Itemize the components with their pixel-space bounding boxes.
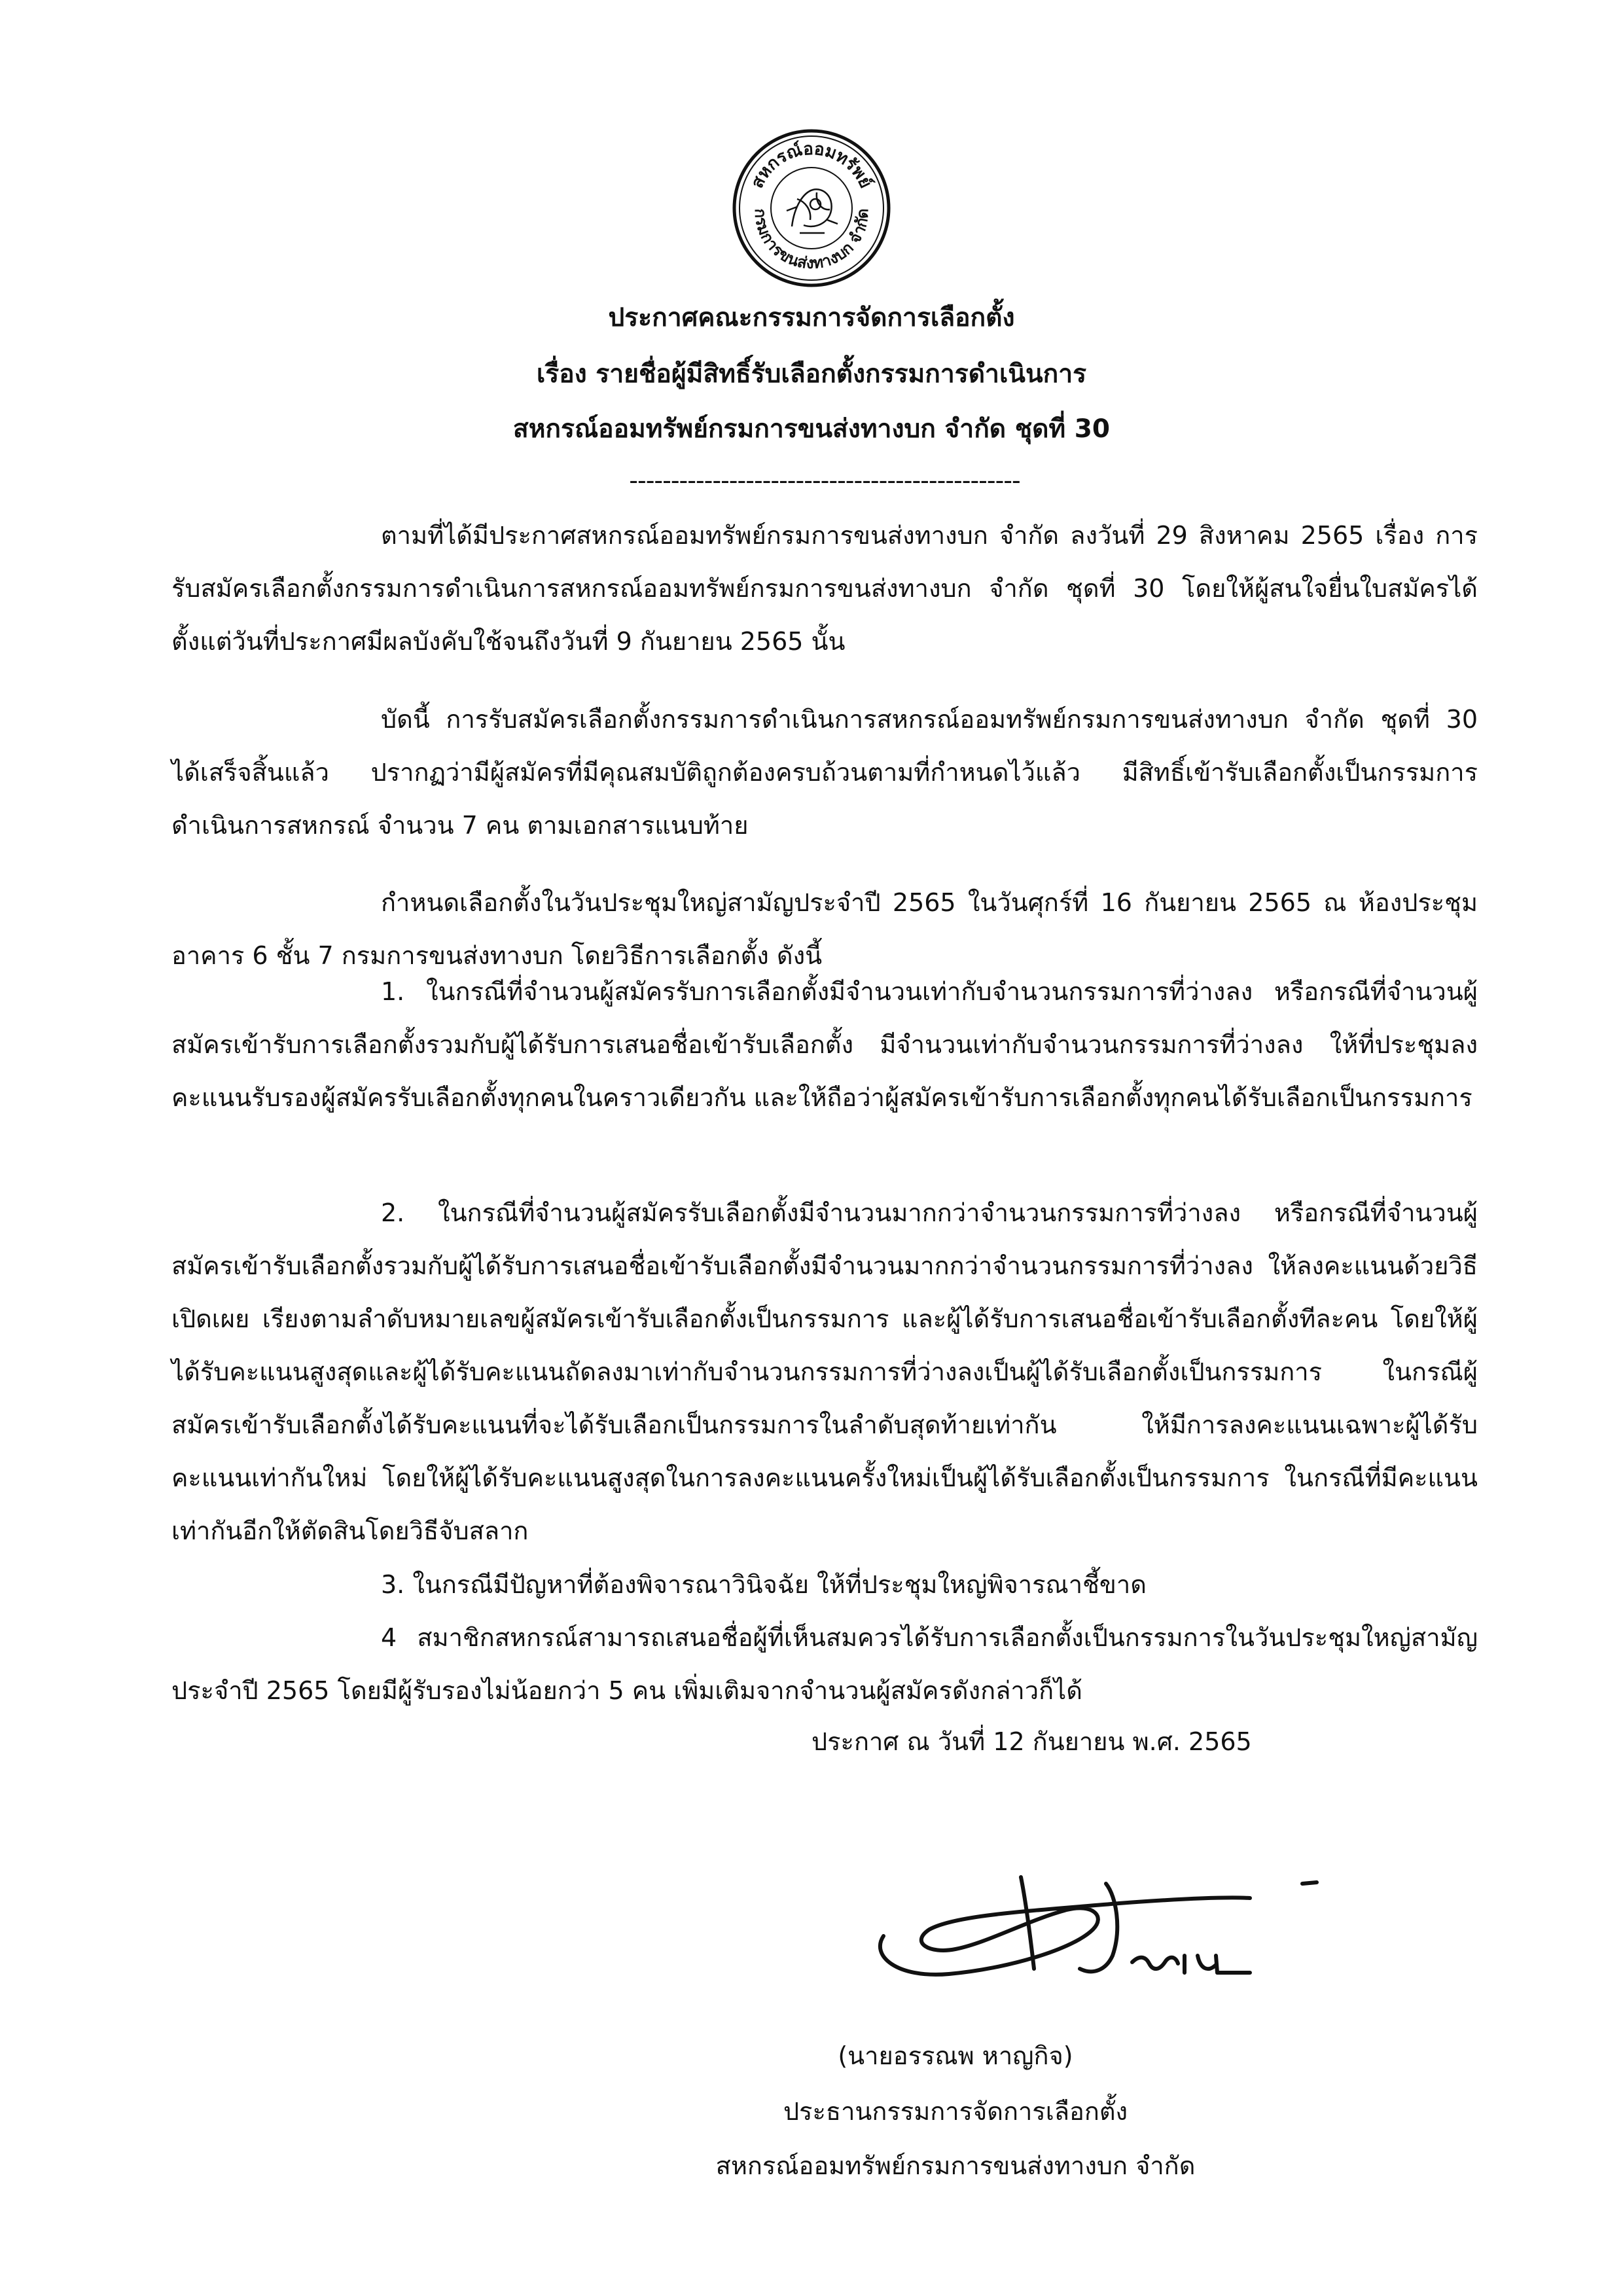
handwritten-signature: [857, 1857, 1355, 2001]
svg-text:กรมการขนส่งทางบก จำกัด: [751, 208, 872, 272]
paragraph-election-schedule: กำหนดเลือกตั้งในวันประชุมใหญ่สามัญประจำปี 2565 ในวันศุกร์ที่ 16 กันยายน 2565 ณ ห้องประชุมอาคาร 6 ชั้น 7 กรมการขนส่งทางบก โดยวิธีการเลือกตั้ง ดังนี้: [171, 888, 1478, 970]
paragraph-candidates: บัดนี้ การรับสมัครเลือกตั้งกรรมการดำเนินการสหกรณ์ออมทรัพย์กรมการขนส่งทางบก จำกัด ชุดที่ 30 ได้เสร็จสิ้นแล้ว ปรากฏว่ามีผู้สมัครที่มีคุณสมบัติถูกต้องครบถ้วนตามที่กำหนดไว้แล้ว มีสิทธิ์เข้ารับเลือกตั้งเป็นกรรมการดำเนินการสหกรณ์ จำนวน 7 คน ตามเอกสารแนบท้าย: [171, 705, 1478, 840]
announcement-title: ประกาศคณะกรรมการจัดการเลือกตั้ง: [608, 303, 1015, 332]
seal-top-text: สหกรณ์ออมทรัพย์: [747, 139, 876, 192]
list-item: 1. ในกรณีที่จำนวนผู้สมัครรับการเลือกตั้งมีจำนวนเท่ากับจำนวนกรรมการที่ว่างลง หรือกรณีที่จำนวนผู้สมัครเข้ารับการเลือกตั้งรวมกับผู้ได้รับการเสนอชื่อเข้ารับเลือกตั้ง มีจำนวนเท่ากับจำนวนกรรมการที่ว่างลง ให้ที่ประชุมลงคะแนนรับรองผู้สมัครรับเลือกตั้งทุกคนในคราวเดียวกัน และให้ถือว่าผู้สมัครเข้ารับการเลือกตั้งทุกคนได้รับเลือกเป็นกรรมการ: [171, 977, 1478, 1112]
cooperative-seal-icon: [732, 128, 891, 288]
paragraph-background: ตามที่ได้มีประกาศสหกรณ์ออมทรัพย์กรมการขนส่งทางบก จำกัด ลงวันที่ 29 สิงหาคม 2565 เรื่อง การรับสมัครเลือกตั้งกรรมการดำเนินการสหกรณ์ออมทรัพย์กรมการขนส่งทางบก จำกัด ชุดที่ 30 โดยให้ผู้สนใจยื่นใบสมัครได้ ตั้งแต่วันที่ประกาศมีผลบังคับใช้จนถึงวันที่ 9 กันยายน 2565 นั้น: [171, 521, 1478, 656]
signatory-organization: สหกรณ์ออมทรัพย์กรมการขนส่งทางบก จำกัด: [715, 2151, 1196, 2180]
list-item: 2. ในกรณีที่จำนวนผู้สมัครรับเลือกตั้งมีจำนวนมากกว่าจำนวนกรรมการที่ว่างลง หรือกรณีที่จำนวนผู้สมัครเข้ารับเลือกตั้งรวมกับผู้ได้รับการเสนอชื่อเข้ารับเลือกตั้งมีจำนวนมากกว่าจำนวนกรรมการที่ว่างลง ให้ลงคะแนนด้วยวิธีเปิดเผย เรียงตามลำดับหมายเลขผู้สมัครเข้ารับเลือกตั้งเป็นกรรมการ และผู้ได้รับการเสนอชื่อเข้ารับเลือกตั้งทีละคน โดยให้ผู้ได้รับคะแนนสูงสุดและผู้ได้รับคะแนนถัดลงมาเท่ากับจำนวนกรรมการที่ว่างลงเป็นผู้ได้รับเลือกตั้งเป็นกรรมการ ในกรณีผู้สมัครเข้ารับเลือกตั้งได้รับคะแนนที่จะได้รับเลือกเป็นกรรมการในลำดับสุดท้ายเท่ากัน ให้มีการลงคะแนนเฉพาะผู้ได้รับคะแนนเท่ากันใหม่ โดยให้ผู้ได้รับคะแนนสูงสุดในการลงคะแนนครั้งใหม่เป็นผู้ได้รับเลือกตั้งเป็นกรรมการ ในกรณีที่มีคะแนนเท่ากันอีกให้ตัดสินโดยวิธีจับสลาก: [171, 1198, 1478, 1545]
list-item: 3. ในกรณีมีปัญหาที่ต้องพิจารณาวินิจฉัย ให้ที่ประชุมใหญ่พิจารณาชี้ขาด: [381, 1570, 1147, 1599]
seal-bottom-text: กรมการขนส่งทางบก จำกัด: [751, 208, 872, 273]
announcement-subject: เรื่อง รายชื่อผู้มีสิทธิ์รับเลือกตั้งกรรมการดำเนินการ: [536, 359, 1087, 389]
signatory-name: (นายอรรณพ หาญกิจ): [838, 2041, 1073, 2070]
announcement-date: ประกาศ ณ วันที่ 12 กันยายน พ.ศ. 2565: [812, 1727, 1252, 1756]
signatory-title: ประธานกรรมการจัดการเลือกตั้ง: [783, 2097, 1128, 2126]
announcement-organization: สหกรณ์ออมทรัพย์กรมการขนส่งทางบก จำกัด ชุดที่ 30: [512, 414, 1111, 444]
list-item: 4 สมาชิกสหกรณ์สามารถเสนอชื่อผู้ที่เห็นสมควรได้รับการเลือกตั้งเป็นกรรมการในวันประชุมใหญ่สามัญประจำปี 2565 โดยมีผู้รับรองไม่น้อยกว่า 5 คน เพิ่มเติมจากจำนวนผู้สมัครดังกล่าวก็ได้: [171, 1623, 1478, 1705]
divider-line: -----------------------------------------------: [629, 466, 1020, 495]
